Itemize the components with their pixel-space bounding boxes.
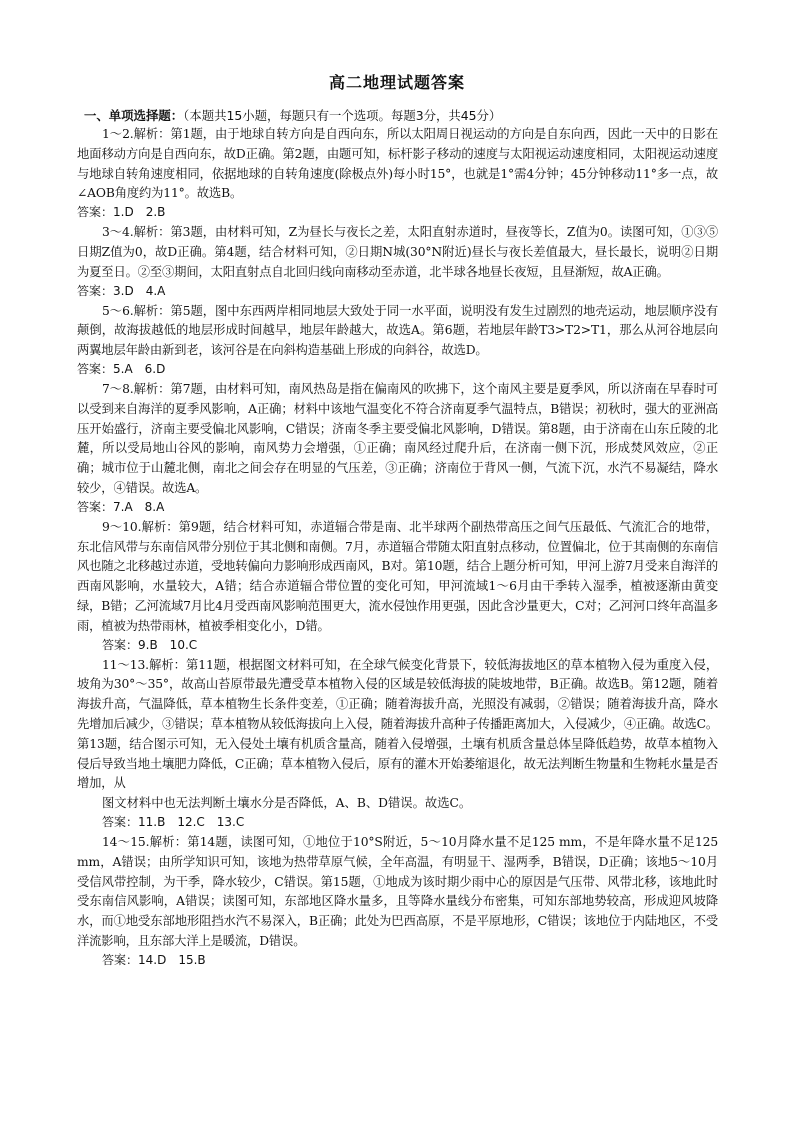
question-block-11-13	[77, 656, 718, 831]
answer-line: 答案：1.D 2.B	[77, 205, 166, 220]
question-block-5-6	[77, 302, 718, 378]
analysis-continuation: 图文材料中也无法判断土壤水分是否降低，A、B、D错误。故选C。	[102, 796, 472, 811]
answer-line: 答案：9.B 10.C	[102, 637, 198, 652]
section-heading	[84, 106, 724, 124]
answers-body	[77, 125, 718, 971]
question-block-1-2	[77, 125, 718, 221]
question-block-3-4	[77, 223, 718, 299]
page-title: 高二地理试题答案	[328, 73, 465, 92]
analysis-paragraph: 5～6.解析：第5题，图中东西两岸相同地层大致处于同一水平面，说明没有发生过剧烈的地壳运动，地层顺序没有颠倒，故海拔越低的地层形成时间越早，地层年龄越大，故选A。第6题，若地层年龄T3>T2>T1，那么从河谷地层向两翼地层年龄由新到老，该河谷是在向斜构造基础上形成的向斜谷，故选D。	[77, 303, 718, 358]
analysis-paragraph: 9～10.解析：第9题，结合材料可知，赤道辐合带是南、北半球两个副热带高压之间气压最低、气流汇合的地带，东北信风带与东南信风带分别位于其北侧和南侧。7月，赤道辐合带随太阳直射点移动，位置偏北，位于其南侧的东南信风也随之北移越过赤道，受地转偏向力影响形成西南风，B对。第10题，结合上题分析可知，甲河上游7月受来自海洋的西南风影响，水量较大，A错；结合赤道辐合带位置的变化可知，甲河流域1～6月由干季转入湿季，植被逐渐由黄变绿，B错；乙河流域7月比4月受西南风影响范围更大，流水侵蚀作用更强，因此含沙量更大，C对；乙河河口终年高温多雨，植被为热带雨林，植被季相变化小，D错。	[77, 519, 718, 633]
analysis-paragraph: 11～13.解析：第11题，根据图文材料可知，在全球气候变化背景下，较低海拔地区的草本植物入侵为重度入侵，坡角为30°～35°，故高山苔原带最先遭受草本植物入侵的区域是较低海拔的陡坡地带，B正确。故选B。第12题，随着海拔升高，气温降低，草本植物生长条件变差，①正确；随着海拔升高，光照没有减弱，②错误；随着海拔升高，降水先增加后减少，③错误；草本植物从较低海拔向上入侵，随着海拔升高种子传播距离加大，入侵减少，④正确。故选C。第13题，结合图示可知，无入侵处土壤有机质含量高，随着入侵增强，土壤有机质含量总体呈降低趋势，故草本植物入侵后导致当地土壤肥力降低，C正确；草本植物入侵后，原有的灌木开始萎缩退化，故无法判断生物量和生物耗水量是否增加，从	[77, 657, 718, 791]
section-heading-note: （本题共15小题，每题只有一个选项。每题3分，共45分）	[183, 108, 502, 123]
analysis-paragraph: 1～2.解析：第1题，由于地球自转方向是自西向东，所以太阳周日视运动的方向是自东向西，因此一天中的日影在地面移动方向是自西向东，故D正确。第2题，由题可知，标杆影子移动的速度与太阳视运动速度相同，太阳视运动速度与地球自转角速度相同，依据地球的自转角速度(除极点外)每小时15°，也就是1°需4分钟；45分钟移动11°多一点，故∠AOB角度约为11°。故选B。	[77, 127, 718, 201]
question-block-14-15	[77, 833, 718, 969]
question-block-7-8	[77, 380, 718, 516]
answer-line: 答案：5.A 6.D	[77, 361, 166, 376]
answer-line: 答案：3.D 4.A	[77, 283, 166, 298]
analysis-paragraph: 14～15.解析：第14题，读图可知，①地位于10°S附近，5～10月降水量不足125 mm，不是年降水量不足125 mm，A错误；由所学知识可知，该地为热带草原气候，全年高温，有明显干、湿两季，B错误，D正确；该地5～10月受信风带控制，为干季，降水较少，C错误。第15题，①地成为该时期少雨中心的原因是气压带、风带北移，该地此时受东南信风影响，A错误；读图可知，东部地区降水量多，且等降水量线分布密集，可知东部地势较高，形成迎风坡降水，而①地受东部地形阻挡水汽不易深入，B正确；此处为巴西高原，不是平原地形，C错误；该地位于内陆地区，不受洋流影响，且东部大洋上是暖流，D错误。	[77, 834, 718, 948]
answer-line: 答案：14.D 15.B	[102, 952, 206, 967]
section-heading-label: 一、单项选择题：	[84, 108, 184, 123]
question-block-9-10	[77, 518, 718, 654]
analysis-paragraph: 3～4.解析：第3题，由材料可知，Z为昼长与夜长之差，太阳直射赤道时，昼夜等长，Z值为0。读图可知，①③⑤日期Z值为0，故D正确。第4题，结合材料可知，②日期N城(30°N附近)昼长与夜长差值最大，昼长最长，说明②日期为夏至日。②至③期间，太阳直射点自北回归线向南移动至赤道，北半球各地昼长夜短，且昼渐短，故A正确。	[77, 225, 718, 279]
answer-line: 答案：11.B 12.C 13.C	[102, 814, 245, 829]
analysis-paragraph: 7～8.解析：第7题，由材料可知，南风热岛是指在偏南风的吹拂下，这个南风主要是夏季风，所以济南在早春时可以受到来自海洋的夏季风影响，A正确；材料中该地气温变化不符合济南夏季气温特点，B错误；初秋时，强大的亚洲高压开始盛行，济南主要受偏北风影响，C错误；济南冬季主要受偏北风影响，D错误。第8题，由于济南在山东丘陵的北麓，所以受局地山谷风的影响，南风势力会增强，①正确；南风经过爬升后，在济南一侧下沉，形成焚风效应，②正确；城市位于山麓北侧，南北之间会存在明显的气压差，③正确；济南位于背风一侧，气流下沉，水汽不易凝结，降水较少，④错误。故选A。	[77, 381, 718, 495]
answer-line: 答案：7.A 8.A	[77, 499, 165, 514]
